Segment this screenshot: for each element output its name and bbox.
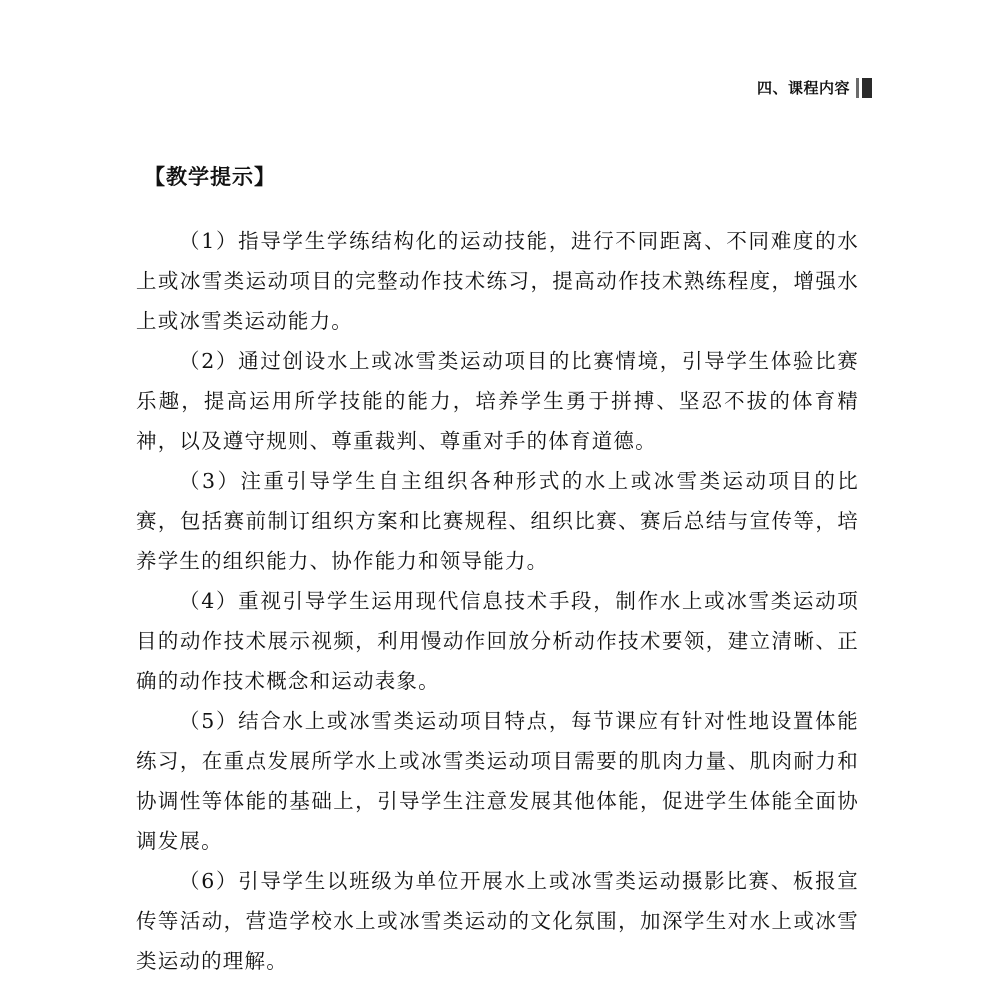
- paragraph-5: （5）结合水上或冰雪类运动项目特点，每节课应有针对性地设置体能练习，在重点发展所学水上或冰雪类运动项目需要的肌肉力量、肌肉耐力和协调性等体能的基础上，引导学生注意发展其他体能，促进学生体能全面协调发展。: [136, 709, 859, 853]
- header-thick-bar: [862, 78, 872, 98]
- header-bar-marks: [856, 78, 872, 98]
- paragraph-1: （1）指导学生学练结构化的运动技能，进行不同距离、不同难度的水上或冰雪类运动项目的完整动作技术练习，提高动作技术熟练程度，增强水上或冰雪类运动能力。: [136, 229, 859, 333]
- header-thin-bar: [856, 78, 859, 98]
- running-header: [757, 78, 872, 98]
- page-content: [122, 162, 859, 981]
- paragraph-3: （3）注重引导学生自主组织各种形式的水上或冰雪类运动项目的比赛，包括赛前制订组织方案和比赛规程、组织比赛、赛后总结与宣传等，培养学生的组织能力、协作能力和领导能力。: [136, 469, 859, 573]
- paragraph-4: （4）重视引导学生运用现代信息技术手段，制作水上或冰雪类运动项目的动作技术展示视频，利用慢动作回放分析动作技术要领，建立清晰、正确的动作技术概念和运动表象。: [136, 589, 859, 693]
- section-heading: 【教学提示】: [144, 165, 276, 189]
- paragraph-6: （6）引导学生以班级为单位开展水上或冰雪类运动摄影比赛、板报宣传等活动，营造学校水上或冰雪类运动的文化氛围，加深学生对水上或冰雪类运动的理解。: [136, 869, 859, 973]
- running-header-title: 四、课程内容: [756, 79, 850, 97]
- paragraph-2: （2）通过创设水上或冰雪类运动项目的比赛情境，引导学生体验比赛乐趣，提高运用所学技能的能力，培养学生勇于拼搏、坚忍不拔的体育精神，以及遵守规则、尊重裁判、尊重对手的体育道德。: [136, 349, 859, 453]
